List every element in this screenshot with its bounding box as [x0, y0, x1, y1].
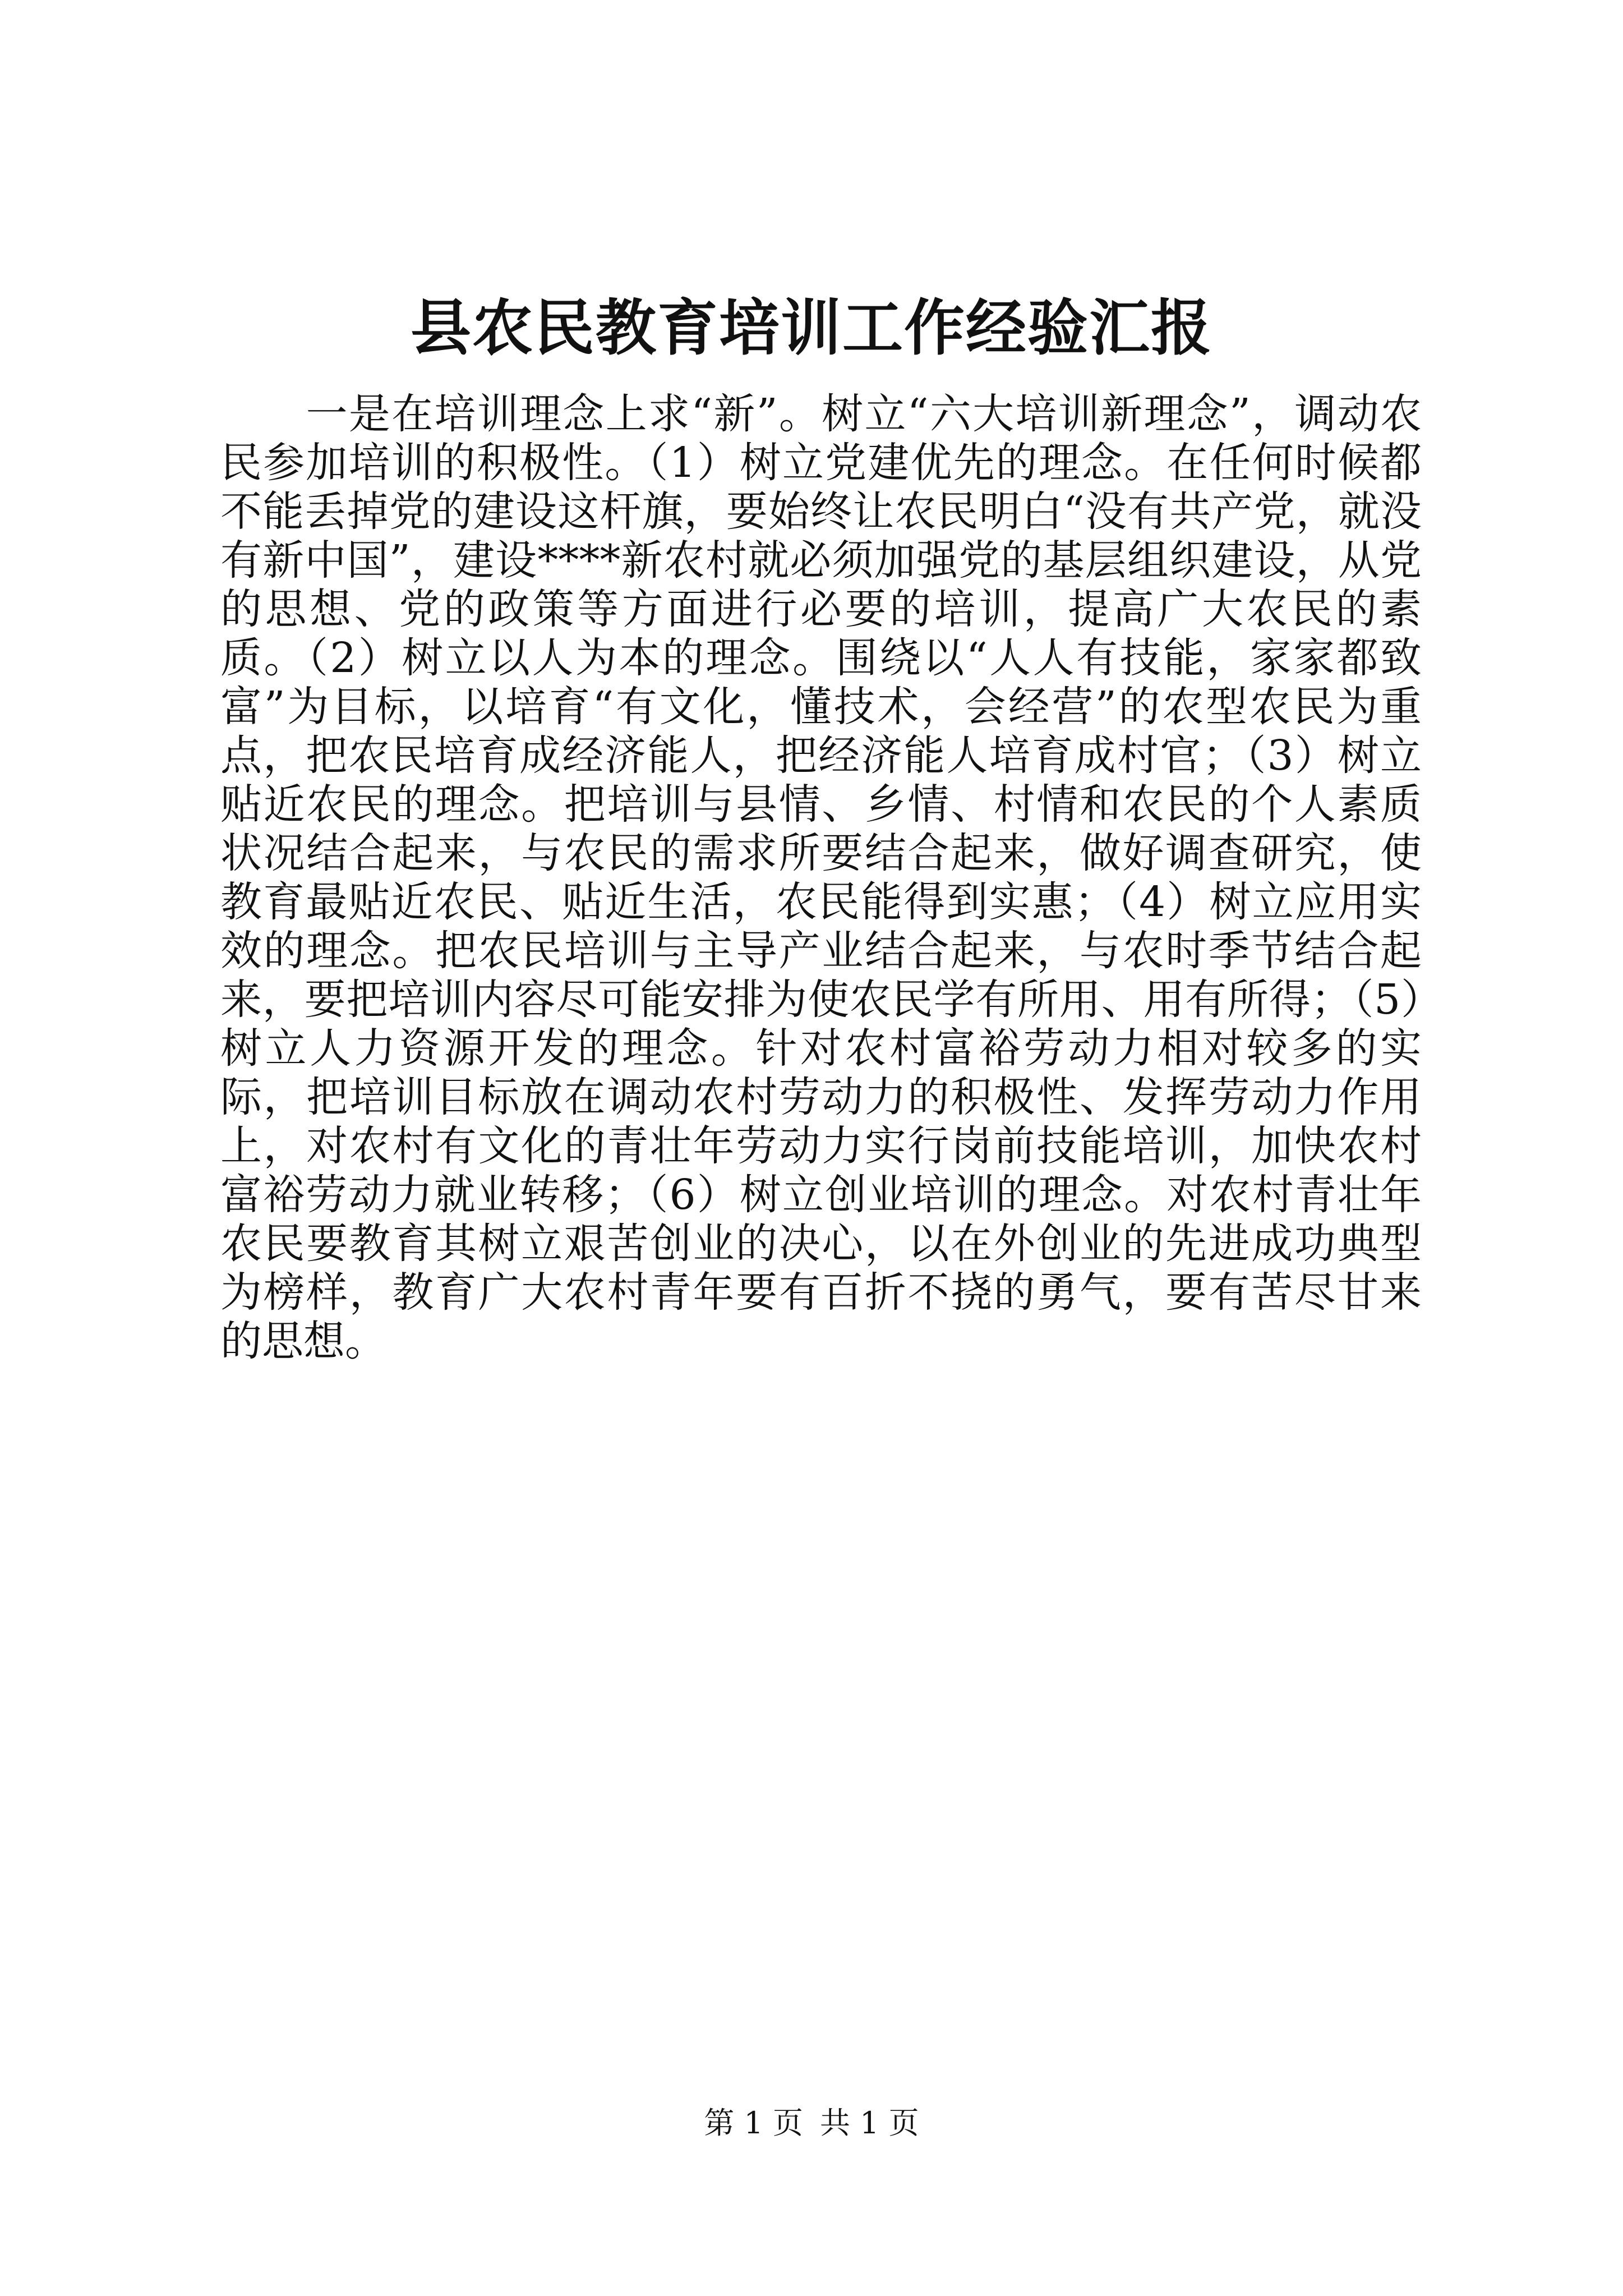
page-footer — [0, 2101, 1623, 2146]
page-total: 共 1 页 — [820, 2105, 919, 2141]
body-paragraph: 一是在培训理念上求“新”。树立“六大培训新理念”，调动农民参加培训的积极性。（1）树立党建优先的理念。在任何时候都不能丢掉党的建设这杆旗，要始终让农民明白“没有共产党，就没有新中国”，建设****新农村就必须加强党的基层组织建设，从党的思想、党的政策等方面进行必要的培训，提高广大农民的素质。（2）树立以人为本的理念。围绕以“人人有技能，家家都致富”为目标，以培育“有文化，懂技术，会经营”的农型农民为重点，把农民培育成经济能人，把经济能人培育成村官；（3）树立贴近农民的理念。把培训与县情、乡情、村情和农民的个人素质状况结合起来，与农民的需求所要结合起来，做好调查研究，使教育最贴近农民、贴近生活，农民能得到实惠；（4）树立应用实效的理念。把农民培训与主导产业结合起来，与农时季节结合起来，要把培训内容尽可能安排为使农民学有所用、用有所得；（5）树立人力资源开发的理念。针对农村富裕劳动力相对较多的实际，把培训目标放在调动农村劳动力的积极性、发挥劳动力作用上，对农村有文化的青壮年劳动力实行岗前技能培训，加快农村富裕劳动力就业转移；（6）树立创业培训的理念。对农村青壮年农民要教育其树立艰苦创业的决心，以在外创业的先进成功典型为榜样，教育广大农村青年要有百折不挠的勇气，要有苦尽甘来的思想。 — [220, 390, 1422, 1365]
document-title: 县农民教育培训工作经验汇报 — [410, 293, 1212, 364]
page-number: 第 1 页 — [704, 2105, 803, 2141]
